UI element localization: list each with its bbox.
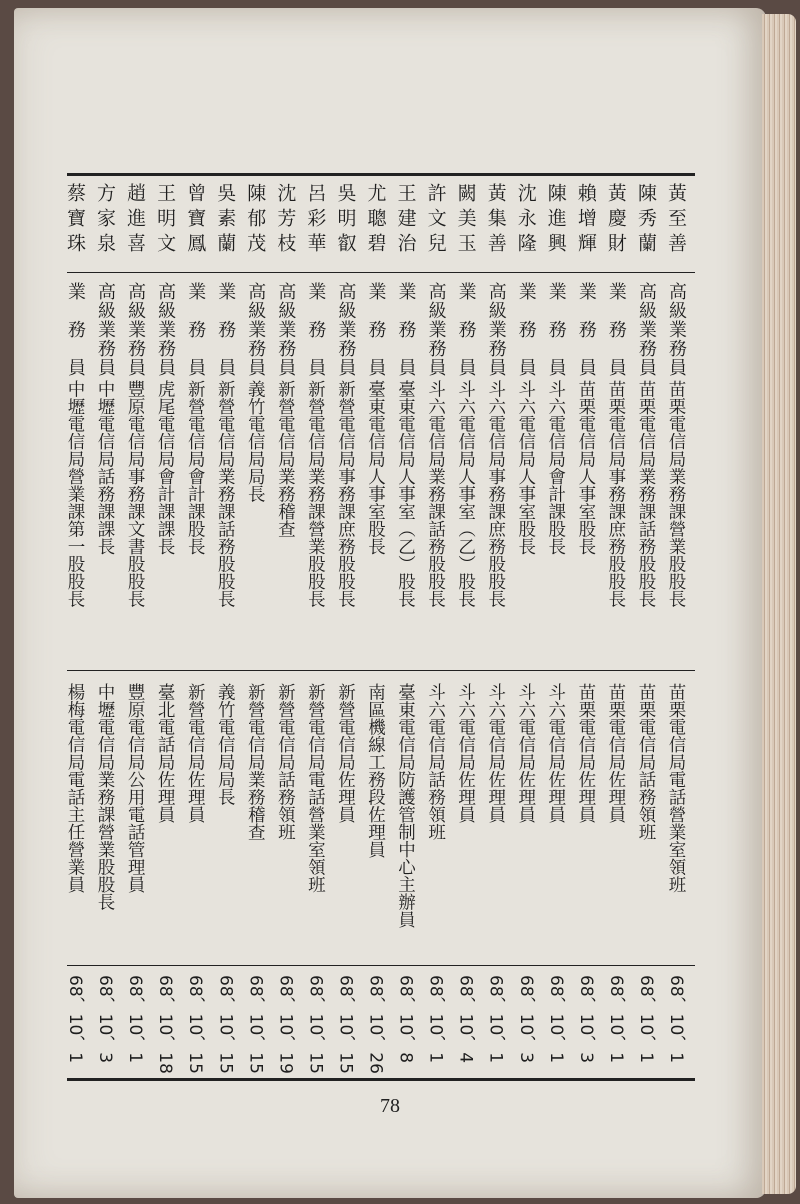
row-new: 南區機線工務段佐理員 [365, 683, 386, 858]
row-title: 業 務 員 [545, 282, 567, 377]
row-former: 苗栗電信局業務課話務股股長 [635, 380, 656, 608]
row-title: 業 務 員 [575, 282, 597, 377]
row-new: 楊梅電信局電話主任營業員 [65, 683, 85, 893]
row-former: 苗栗電信局人事室股長 [575, 380, 596, 555]
row-former: 斗六電信局會計課股長 [545, 380, 566, 555]
row-date: 68、10、1 [65, 975, 85, 1064]
row-date: 68、10、3 [95, 975, 116, 1064]
row-former: 新營電信局事務課庶務股股長 [335, 380, 356, 608]
row-name: 黃集善 [484, 183, 507, 258]
row-name: 王建治 [394, 183, 417, 258]
row-new: 新營電信局佐理員 [185, 683, 206, 823]
row-new: 苗栗電信局話務領班 [635, 683, 656, 841]
row-name: 趙進喜 [124, 183, 147, 258]
row-date: 68、10、8 [395, 975, 416, 1064]
row-date: 68、10、15 [335, 975, 356, 1074]
row-new: 斗六電信局佐理員 [515, 683, 536, 823]
row-title: 高級業務員 [425, 282, 447, 377]
row-title: 高級業務員 [335, 282, 357, 377]
row-date: 68、10、15 [245, 975, 266, 1074]
row-new: 斗六電信局佐理員 [455, 683, 476, 823]
row-new: 苗栗電信局佐理員 [575, 683, 596, 823]
row-new: 臺北電話局佐理員 [155, 683, 176, 823]
row-date: 68、10、15 [185, 975, 206, 1074]
row-title: 業 務 員 [365, 282, 387, 377]
row-name: 王明文 [154, 183, 177, 258]
row-name: 陳秀蘭 [634, 183, 657, 258]
row-date: 68、10、1 [635, 975, 656, 1064]
row-title: 高級業務員 [155, 282, 177, 377]
row-new: 新營電信局話務領班 [275, 683, 296, 841]
row-former: 豐原電信局事務課文書股股長 [125, 380, 146, 608]
row-title: 業 務 員 [185, 282, 207, 377]
row-title: 業 務 員 [65, 282, 86, 377]
row-date: 68、10、1 [485, 975, 506, 1064]
row-former: 新營電信局業務稽查 [275, 380, 296, 538]
row-former: 臺東電信局人事室（乙）股長 [395, 380, 416, 608]
row-title: 業 務 員 [605, 282, 627, 377]
row-name: 陳進興 [544, 183, 567, 258]
row-date: 68、10、18 [155, 975, 176, 1074]
row-name: 闕美玉 [454, 183, 477, 258]
row-name: 方家泉 [94, 183, 117, 258]
row-new: 斗六電信局話務領班 [425, 683, 446, 841]
row-new: 斗六電信局佐理員 [485, 683, 506, 823]
top-rule [67, 173, 695, 176]
row-date: 68、10、1 [125, 975, 146, 1064]
row-new: 苗栗電信局佐理員 [605, 683, 626, 823]
row-new: 中壢電信局業務課營業股股長 [95, 683, 116, 911]
bottom-rule [67, 1078, 695, 1081]
row-title: 高級業務員 [635, 282, 657, 377]
row-name: 蔡寶珠 [64, 183, 86, 258]
divider-rule [67, 965, 695, 966]
row-date: 68、10、1 [545, 975, 566, 1064]
row-former: 斗六電信局人事室（乙）股長 [455, 380, 476, 608]
row-title: 業 務 員 [395, 282, 417, 377]
row-title: 高級業務員 [275, 282, 297, 377]
row-title: 業 務 員 [305, 282, 327, 377]
row-former: 苗栗電信局業務課營業股股長 [666, 380, 686, 608]
row-former: 新營電信局會計課股長 [185, 380, 206, 555]
row-name: 賴增輝 [574, 183, 597, 258]
row-title: 高級業務員 [125, 282, 147, 377]
row-name: 尤聰碧 [364, 183, 387, 258]
row-title: 高級業務員 [666, 282, 687, 377]
row-former: 中壢電信局話務課課長 [95, 380, 116, 555]
divider-rule [67, 670, 695, 671]
row-new: 斗六電信局佐理員 [545, 683, 566, 823]
row-title: 業 務 員 [515, 282, 537, 377]
row-former: 苗栗電信局事務課庶務股股長 [605, 380, 626, 608]
row-name: 曾寶鳳 [184, 183, 207, 258]
row-date: 68、10、15 [305, 975, 326, 1074]
row-name: 陳郁茂 [244, 183, 267, 258]
row-new: 新營電信局業務稽查 [245, 683, 266, 841]
row-new: 新營電信局電話營業室領班 [305, 683, 326, 893]
row-name: 黃至善 [665, 183, 687, 258]
row-former: 斗六電信局人事室股長 [515, 380, 536, 555]
row-former: 斗六電信局業務課話務股股長 [425, 380, 446, 608]
row-title: 業 務 員 [215, 282, 237, 377]
row-date: 68、10、1 [666, 975, 686, 1064]
row-former: 斗六電信局事務課庶務股股長 [485, 380, 506, 608]
row-date: 68、10、19 [275, 975, 296, 1074]
row-title: 業 務 員 [455, 282, 477, 377]
row-title: 高級業務員 [245, 282, 267, 377]
row-date: 68、10、3 [515, 975, 536, 1064]
row-date: 68、10、15 [215, 975, 236, 1074]
row-date: 68、10、4 [455, 975, 476, 1064]
page-number: 78 [380, 1095, 400, 1117]
row-date: 68、10、1 [425, 975, 446, 1064]
row-former: 義竹電信局局長 [245, 380, 266, 503]
row-new: 苗栗電信局電話營業室領班 [666, 683, 686, 893]
row-date: 68、10、26 [365, 975, 386, 1074]
row-name: 黃慶財 [604, 183, 627, 258]
row-new: 新營電信局佐理員 [335, 683, 356, 823]
row-date: 68、10、1 [605, 975, 626, 1064]
row-new: 臺東電信局防護管制中心主辦員 [395, 683, 416, 928]
row-name: 吳明叡 [334, 183, 357, 258]
divider-rule [67, 272, 695, 273]
row-name: 吳素蘭 [214, 183, 237, 258]
row-former: 虎尾電信局會計課課長 [155, 380, 176, 555]
row-date: 68、10、3 [575, 975, 596, 1064]
page-edges [762, 14, 796, 1194]
row-name: 沈永隆 [514, 183, 537, 258]
row-new: 豐原電信局公用電話管理員 [125, 683, 146, 893]
row-name: 沈芳枝 [274, 183, 297, 258]
row-former: 新營電信局業務課營業股股長 [305, 380, 326, 608]
row-former: 臺東電信局人事室股長 [365, 380, 386, 555]
row-new: 義竹電信局局長 [215, 683, 236, 806]
row-title: 高級業務員 [485, 282, 507, 377]
row-name: 許文兒 [424, 183, 447, 258]
row-name: 呂彩華 [304, 183, 327, 258]
row-former: 中壢電信局營業課第一股股長 [65, 380, 85, 608]
row-former: 新營電信局業務課話務股股長 [215, 380, 236, 608]
row-title: 高級業務員 [95, 282, 117, 377]
